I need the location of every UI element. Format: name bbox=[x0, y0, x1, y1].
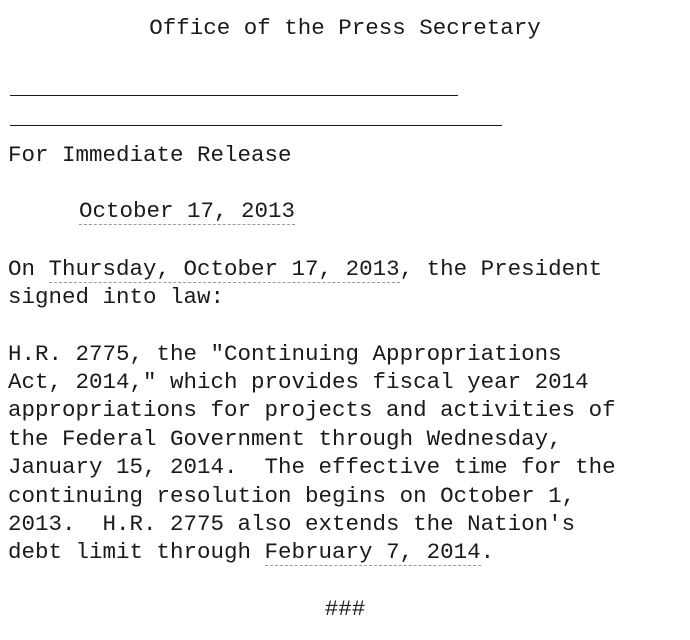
debt-limit-date-link[interactable]: February 7, 2014 bbox=[264, 539, 481, 565]
release-date-link[interactable]: October 17, 2013 bbox=[79, 198, 296, 225]
release-date[interactable] bbox=[52, 169, 295, 226]
end-mark: ### bbox=[324, 596, 366, 622]
paragraph-line-3: appropriations for projects and activities of bbox=[8, 397, 616, 423]
separator-rule-1 bbox=[10, 95, 458, 96]
paragraph-line-5: January 15, 2014. The effective time for the bbox=[8, 454, 616, 480]
office-title: Office of the Press Secretary bbox=[149, 15, 541, 41]
paragraph-line-8-suffix: . bbox=[480, 539, 495, 565]
intro-line-1 bbox=[8, 255, 602, 283]
paragraph-line-6: continuing resolution begins on October 1, bbox=[8, 483, 576, 509]
paragraph-line-1: H.R. 2775, the "Continuing Appropriations bbox=[8, 341, 562, 367]
release-label: For Immediate Release bbox=[8, 142, 292, 168]
separator-rule-2 bbox=[10, 125, 502, 126]
paragraph-line-4: the Federal Government through Wednesday, bbox=[8, 426, 562, 452]
paragraph-line-2: Act, 2014," which provides fiscal year 2014 bbox=[8, 369, 589, 395]
paragraph-line-7: 2013. H.R. 2775 also extends the Nation's bbox=[8, 511, 576, 537]
intro-suffix: , the President bbox=[399, 256, 603, 282]
intro-prefix: On bbox=[8, 256, 49, 282]
intro-line-2: signed into law: bbox=[8, 284, 225, 310]
paragraph-line-8 bbox=[8, 538, 494, 566]
intro-date-link[interactable]: Thursday, October 17, 2013 bbox=[48, 256, 400, 282]
paragraph-line-8-prefix: debt limit through bbox=[8, 539, 265, 565]
